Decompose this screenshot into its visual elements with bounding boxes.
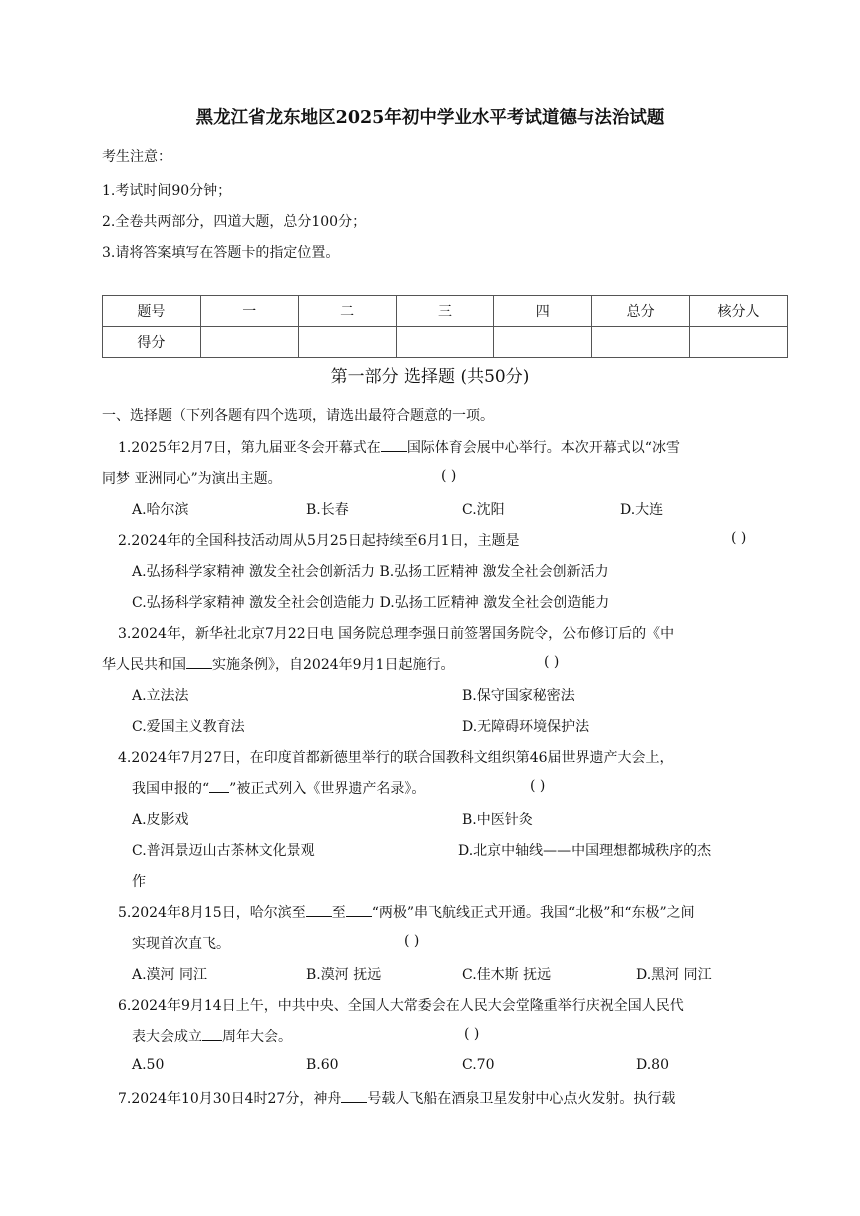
q1-stem-c: 同梦 亚洲同心”为演出主题。	[102, 471, 282, 487]
question-6-stem: 6.2024年9月14日上午，中共中央、全国人大常委会在人民大会堂隆重举行庆祝全国人民代	[118, 998, 684, 1014]
notice-item-3: 3.请将答案填写在答题卡的指定位置。	[102, 245, 340, 261]
score-header-cell: 四	[494, 296, 592, 327]
answer-blank	[346, 903, 372, 917]
notice-item-2: 2.全卷共两部分，四道大题，总分100分；	[102, 214, 367, 230]
answer-blank	[202, 1027, 222, 1041]
q4-option-d-cont: 作	[132, 874, 146, 890]
question-3-stem-cont	[102, 654, 454, 674]
q3-stem-b: 华人民共和国	[102, 657, 186, 673]
answer-blank	[341, 1089, 367, 1103]
q2-options-line-2: C.弘扬科学家精神 激发全社会创造能力 D.弘扬工匠精神 激发全社会创造能力	[132, 595, 610, 611]
q3-option-d: D.无障碍环境保护法	[462, 719, 590, 735]
q1-stem-a: 1.2025年2月7日，第九届亚冬会开幕式在	[118, 440, 381, 456]
question-3-stem: 3.2024年，新华社北京7月22日电 国务院总理李强日前签署国务院令，公布修订后的《中	[118, 626, 675, 642]
score-header-cell: 三	[396, 296, 494, 327]
answer-blank	[306, 903, 332, 917]
q4-option-d: D.北京中轴线——中国理想都城秩序的杰	[458, 843, 712, 859]
part-title: 第一部分 选择题 (共50分)	[330, 367, 530, 387]
question-4-stem: 4.2024年7月27日，在印度首都新德里举行的联合国教科文组织第46届世界遗产大会上，	[118, 750, 674, 766]
q5-answer-paren: ( )	[404, 933, 420, 949]
q5-stem-a: 5.2024年8月15日，哈尔滨至	[118, 905, 306, 921]
answer-blank	[209, 779, 229, 793]
score-header-cell: 二	[298, 296, 396, 327]
q5-option-a: A.漠河 同江	[132, 967, 208, 983]
q5-stem-d: 实现首次直飞。	[132, 936, 230, 952]
q7-stem-a: 7.2024年10月30日4时27分，神舟	[118, 1091, 342, 1107]
q3-option-a: A.立法法	[132, 688, 189, 704]
score-header-cell: 题号	[103, 296, 201, 327]
score-cell	[592, 327, 690, 358]
q4-option-c: C.普洱景迈山古茶林文化景观	[132, 843, 315, 859]
question-4-stem-cont	[132, 778, 425, 798]
score-table	[102, 295, 788, 358]
score-cell	[494, 327, 592, 358]
q5-stem-c: “两极”串飞航线正式开通。我国“北极”和“东极”之间	[371, 905, 695, 921]
q5-stem-b: 至	[331, 905, 346, 921]
q2-options-line-1: A.弘扬科学家精神 激发全社会创新活力 B.弘扬工匠精神 激发全社会创新活力	[132, 564, 609, 580]
question-6-stem-cont	[132, 1026, 292, 1046]
q5-option-d: D.黑河 同江	[636, 967, 712, 983]
score-cell	[690, 327, 788, 358]
q4-stem-b: 我国申报的“	[132, 781, 210, 797]
document-title: 黑龙江省龙东地区2025年初中学业水平考试道德与法治试题	[195, 108, 665, 128]
q6-option-c: C.70	[462, 1057, 495, 1073]
score-cell	[396, 327, 494, 358]
q5-option-b: B.漠河 抚远	[306, 967, 382, 983]
q3-option-b: B.保守国家秘密法	[462, 688, 575, 704]
question-1-stem	[118, 437, 680, 457]
q1-answer-paren: ( )	[441, 468, 457, 484]
q6-answer-paren: ( )	[464, 1026, 480, 1042]
score-table-score-row	[103, 327, 788, 358]
q1-option-b: B.长春	[306, 502, 349, 518]
q6-option-a: A.50	[132, 1057, 165, 1073]
q1-option-d: D.大连	[620, 502, 664, 518]
question-2-stem: 2.2024年的全国科技活动周从5月25日起持续至6月1日，主题是	[118, 533, 520, 549]
q4-option-a: A.皮影戏	[132, 812, 189, 828]
section-heading: 一、选择题（下列各题有四个选项，请选出最符合题意的一项。	[102, 408, 494, 424]
q1-stem-b: 国际体育会展中心举行。本次开幕式以“冰雪	[406, 440, 680, 456]
score-cell	[200, 327, 298, 358]
q1-option-a: A.哈尔滨	[132, 502, 189, 518]
score-table-header-row	[103, 296, 788, 327]
score-cell	[298, 327, 396, 358]
q3-stem-c: 实施条例》，自2024年9月1日起施行。	[212, 657, 455, 673]
score-row-label: 得分	[103, 327, 201, 358]
score-header-cell: 核分人	[690, 296, 788, 327]
q6-option-d: D.80	[636, 1057, 669, 1073]
q4-option-b: B.中医针灸	[462, 812, 533, 828]
q4-answer-paren: ( )	[530, 778, 546, 794]
q3-option-c: C.爱国主义教育法	[132, 719, 245, 735]
q3-answer-paren: ( )	[544, 654, 560, 670]
notice-item-1: 1.考试时间90分钟；	[102, 183, 232, 199]
q5-option-c: C.佳木斯 抚远	[462, 967, 552, 983]
question-7-stem	[118, 1088, 675, 1108]
q7-stem-b: 号载人飞船在酒泉卫星发射中心点火发射。执行载	[367, 1091, 676, 1107]
answer-blank	[381, 438, 407, 452]
q1-option-c: C.沈阳	[462, 502, 505, 518]
score-header-cell: 总分	[592, 296, 690, 327]
notice-heading: 考生注意：	[102, 149, 172, 165]
q6-stem-c: 周年大会。	[222, 1029, 292, 1045]
q2-answer-paren: ( )	[731, 530, 747, 546]
question-5-stem	[118, 902, 695, 922]
answer-blank	[186, 655, 212, 669]
q6-option-b: B.60	[306, 1057, 339, 1073]
score-header-cell: 一	[200, 296, 298, 327]
q6-stem-b: 表大会成立	[132, 1029, 202, 1045]
q4-stem-c: ”被正式列入《世界遗产名录》。	[229, 781, 426, 797]
